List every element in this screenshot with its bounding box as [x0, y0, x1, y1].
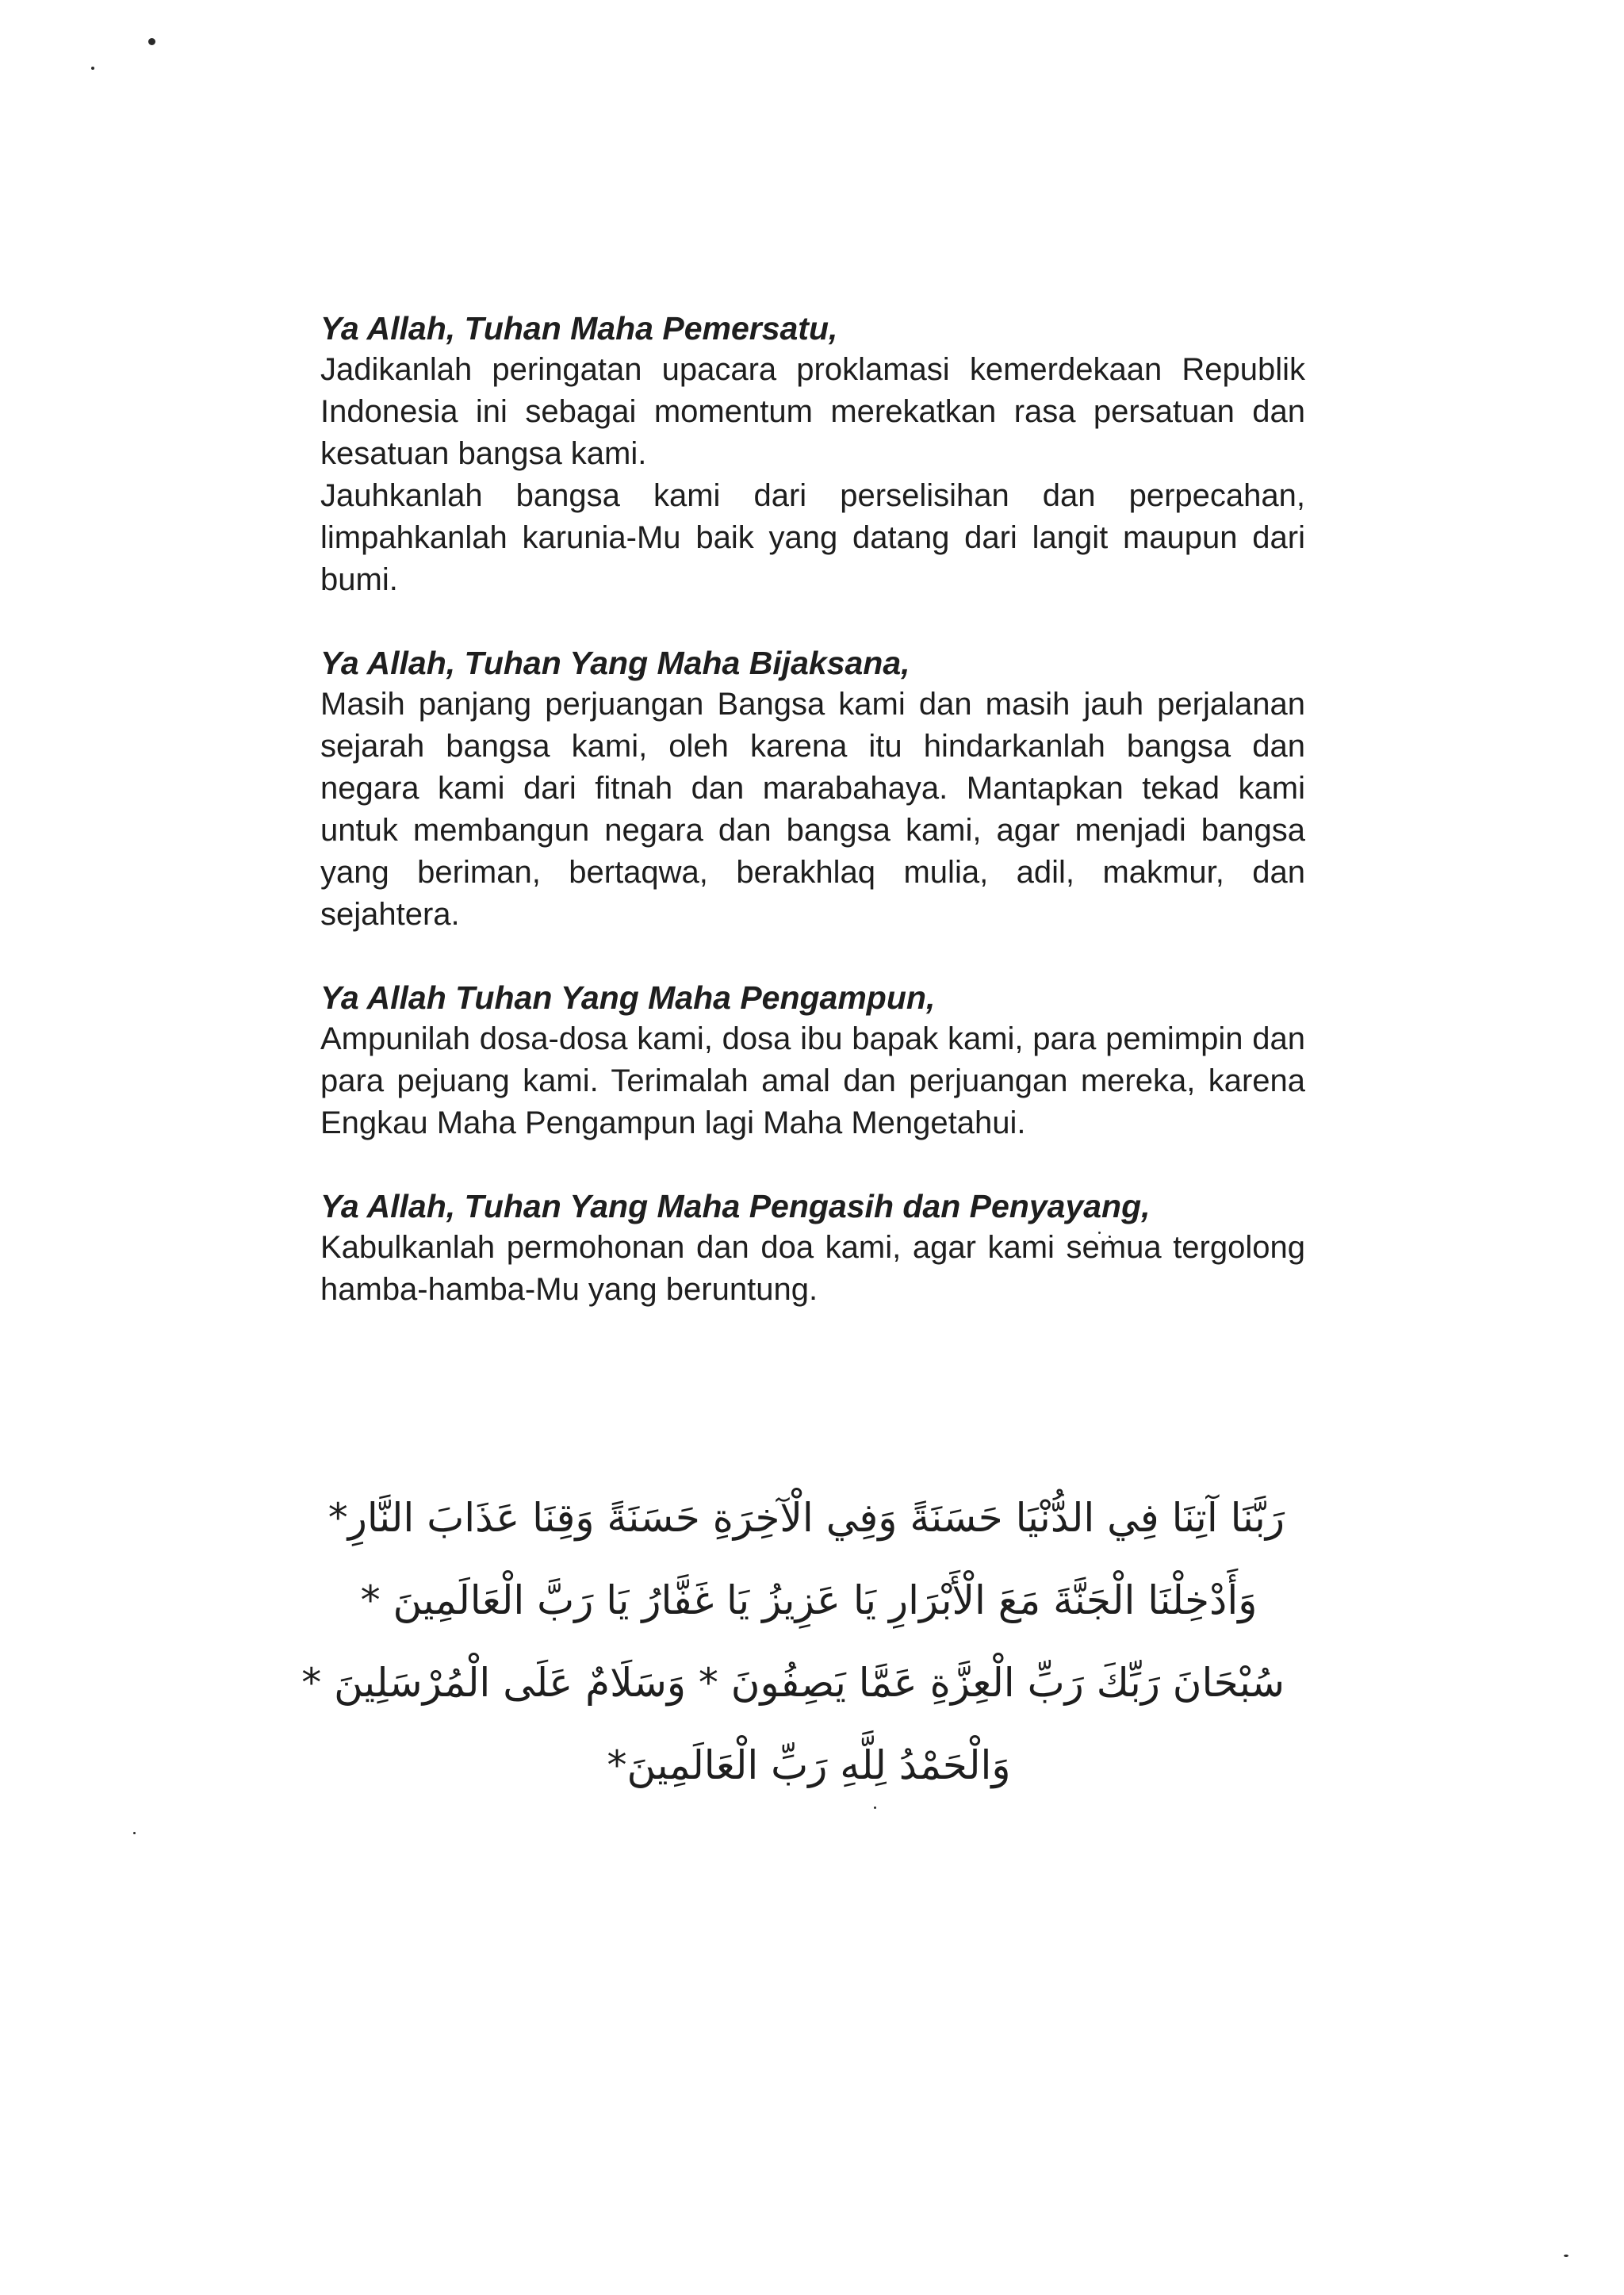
scan-speck [133, 1832, 136, 1834]
arabic-line: وَأَدْخِلْنَا الْجَنَّةَ مَعَ الْأَبْرَارِ يَا عَزِيزُ يَا غَفَّارُ يَا رَبَّ الْعَالَمِينَ * [360, 1577, 1258, 1623]
section-paragraph: Masih panjang perjuangan Bangsa kami dan masih jauh perjalanan sejarah bangsa kami, oleh karena itu hindarkanlah bangsa dan negara kami dari fitnah dan marabahaya. Mantapkan tekad kami untuk membangun negara dan bangsa kami, agar menjadi bangsa yang beriman, bertaqwa, berakhlaq mulia, adil, makmur, dan sejahtera. [320, 687, 1305, 932]
arabic-line: رَبَّنَا آتِنَا فِي الدُّنْيَا حَسَنَةً وَفِي الْآخِرَةِ حَسَنَةً وَقِنَا عَذَابَ النَّارِ* [327, 1495, 1285, 1541]
prayer-section-pengampun [320, 977, 1305, 1144]
arabic-prayer [301, 1477, 1285, 1806]
arabic-line: سُبْحَانَ رَبِّكَ رَبِّ الْعِزَّةِ عَمَّا يَصِفُونَ * وَسَلَامٌ عَلَى الْمُرْسَلِينَ * [301, 1660, 1285, 1706]
scan-speck [1564, 2255, 1568, 2257]
scan-speck [91, 67, 94, 70]
section-paragraph: Jauhkanlah bangsa kami dari perselisihan dan perpecahan, limpahkanlah karunia-Mu baik yang datang dari langit maupun dari bumi. [320, 478, 1305, 597]
scan-speck [148, 38, 155, 45]
prayer-text [320, 308, 1305, 1352]
section-heading: Ya Allah, Tuhan Yang Maha Bijaksana, [320, 645, 910, 681]
section-paragraph: Kabulkanlah permohonan dan doa kami, agar kami semua tergolong hamba-hamba-Mu yang beruntung. [320, 1230, 1305, 1307]
section-heading: Ya Allah, Tuhan Maha Pemersatu, [320, 310, 838, 347]
arabic-line: وَالْحَمْدُ لِلَّهِ رَبِّ الْعَالَمِينَ* [607, 1742, 1011, 1788]
prayer-section-pengasih [320, 1186, 1305, 1311]
prayer-section-bijaksana [320, 642, 1305, 936]
section-heading: Ya Allah, Tuhan Yang Maha Pengasih dan Penyayang, [320, 1188, 1151, 1224]
section-paragraph: Ampunilah dosa-dosa kami, dosa ibu bapak kami, para pemimpin dan para pejuang kami. Terimalah amal dan perjuangan mereka, karena Engkau Maha Pengampun lagi Maha Mengetahui. [320, 1021, 1305, 1140]
prayer-section-pemersatu [320, 308, 1305, 601]
section-heading: Ya Allah Tuhan Yang Maha Pengampun, [320, 979, 936, 1016]
scan-speck [874, 1806, 876, 1809]
section-paragraph: Jadikanlah peringatan upacara proklamasi kemerdekaan Republik Indonesia ini sebagai momentum merekatkan rasa persatuan dan kesatuan bangsa kami. [320, 352, 1305, 471]
